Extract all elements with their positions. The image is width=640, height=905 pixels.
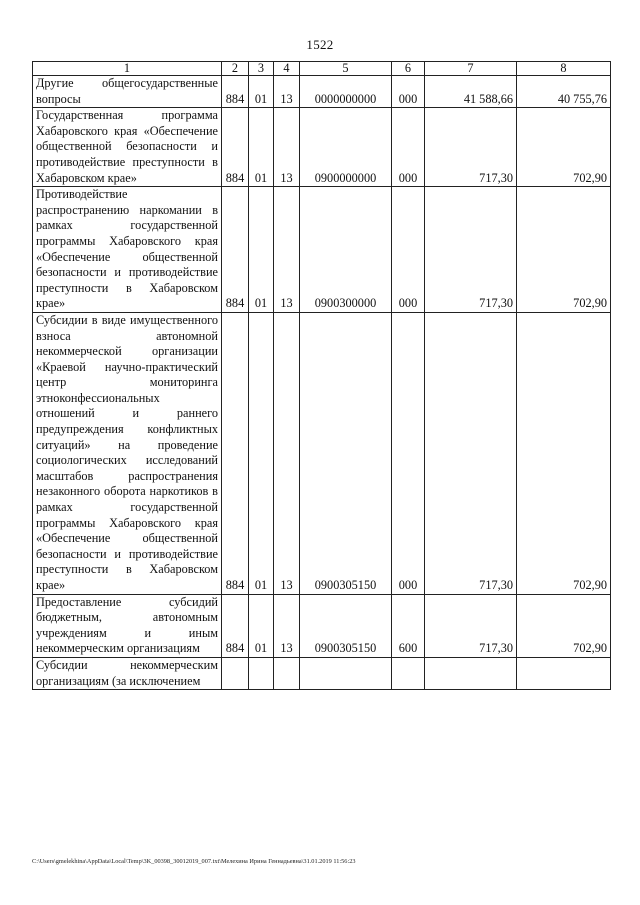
row-section: 01 [249,187,274,313]
row-subsection: 13 [274,108,300,187]
row-amount-year-2: 702,90 [517,594,611,657]
row-section: 01 [249,594,274,657]
row-amount-year-2: 40 755,76 [517,76,611,108]
header-col-2: 2 [222,62,249,76]
row-section: 01 [249,76,274,108]
row-amount-year-1: 717,30 [425,187,517,313]
row-target-article: 0000000000 [300,76,392,108]
row-target-article: 0900300000 [300,187,392,313]
row-subsection: 13 [274,312,300,594]
row-expense-type [392,657,425,689]
row-name: Противодействие распространению наркомании в рамках государственной программы Хабаровского края «Обеспечение общественной безопасности и противодействие преступности в Хабаровском крае» [33,187,222,313]
table-row [33,657,611,689]
row-expense-type: 600 [392,594,425,657]
row-target-article: 0900305150 [300,312,392,594]
row-subsection: 13 [274,594,300,657]
row-expense-type: 000 [392,312,425,594]
header-col-4: 4 [274,62,300,76]
table-row [33,108,611,187]
row-subsection: 13 [274,187,300,313]
row-section [249,657,274,689]
row-target-article [300,657,392,689]
header-col-8: 8 [517,62,611,76]
row-amount-year-2: 702,90 [517,108,611,187]
row-amount-year-1: 717,30 [425,108,517,187]
header-row [33,62,611,76]
table-row [33,187,611,313]
row-expense-type: 000 [392,76,425,108]
header-col-1: 1 [33,62,222,76]
table-row [33,312,611,594]
row-section: 01 [249,108,274,187]
row-target-article: 0900000000 [300,108,392,187]
row-name: Другие общегосударственные вопросы [33,76,222,108]
row-admin-code: 884 [222,187,249,313]
table-row [33,594,611,657]
row-name: Государственная программа Хабаровского края «Обеспечение общественной безопасности и противодействие преступности в Хабаровском крае» [33,108,222,187]
row-subsection [274,657,300,689]
row-amount-year-1 [425,657,517,689]
row-name: Субсидии в виде имущественного взноса автономной некоммерческой организации «Краевой научно-практический центр мониторинга этноконфессиональных отношений и раннего предупреждения конфликтных ситуаций» на проведение социологических исследований масштабов распространения незаконного оборота наркотиков в рамках государственной программы Хабаровского края «Обеспечение общественной безопасности и противодействие преступности в Хабаровском крае» [33,312,222,594]
page-number: 1522 [306,37,334,52]
row-expense-type: 000 [392,108,425,187]
row-target-article: 0900305150 [300,594,392,657]
row-admin-code [222,657,249,689]
file-path-footer: C:\Users\gmelekhina\AppData\Local\Temp\3K_00398_30012019_007.txt\Мелехина Ирина Геннадьевна\31.01.2019 11:56:23 [32,858,356,865]
row-amount-year-1: 717,30 [425,312,517,594]
row-amount-year-1: 717,30 [425,594,517,657]
header-col-6: 6 [392,62,425,76]
row-subsection: 13 [274,76,300,108]
row-admin-code: 884 [222,594,249,657]
row-admin-code: 884 [222,312,249,594]
budget-table [32,61,611,690]
row-amount-year-1: 41 588,66 [425,76,517,108]
header-col-5: 5 [300,62,392,76]
header-col-3: 3 [249,62,274,76]
row-name: Субсидии некоммерческим организациям (за исключением [33,657,222,689]
table-row [33,76,611,108]
header-col-7: 7 [425,62,517,76]
row-amount-year-2 [517,657,611,689]
row-section: 01 [249,312,274,594]
row-admin-code: 884 [222,108,249,187]
row-amount-year-2: 702,90 [517,187,611,313]
row-amount-year-2: 702,90 [517,312,611,594]
row-admin-code: 884 [222,76,249,108]
row-expense-type: 000 [392,187,425,313]
row-name: Предоставление субсидий бюджетным, автономным учреждениям и иным некоммерческим организациям [33,594,222,657]
